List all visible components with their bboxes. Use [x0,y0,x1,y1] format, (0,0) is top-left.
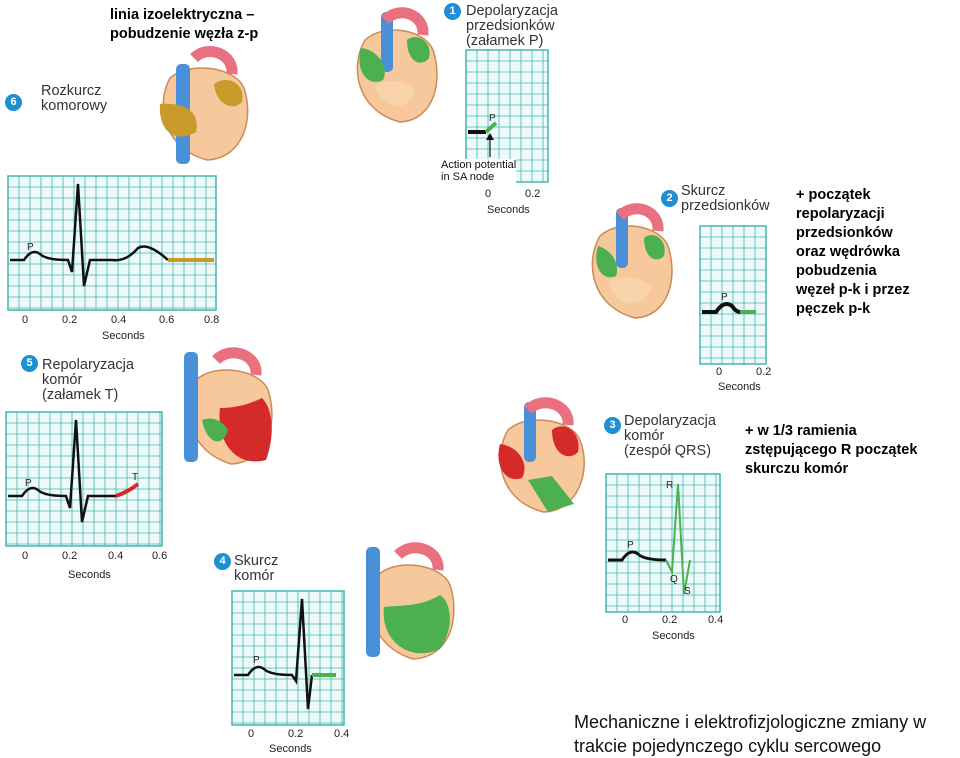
wave-p-label: P [25,478,32,489]
tick: 0 [485,188,492,200]
tick: 0.2 [662,614,678,626]
tick: 0.4 [334,728,350,740]
stage-1-annotation: Action potential in SA node [441,159,517,183]
wave-p-label: P [253,655,260,666]
tick: 0.2 [62,550,78,562]
tick: 0.2 [62,314,78,326]
heart-stage-6-illustration [152,48,258,166]
axis-label: Seconds [68,569,111,581]
stage-4-title: Skurcz komór [234,553,279,584]
wave-p-label: P [721,292,728,303]
tick: 0.8 [204,314,220,326]
tick: 0 [716,366,723,378]
wave-p-label: P [27,242,34,253]
tick: 0.2 [525,188,541,200]
tick: 0 [622,614,629,626]
heart-stage-4-illustration [358,545,462,669]
axis-label: Seconds [269,743,312,755]
figure-caption: Mechaniczne i elektrofizjologiczne zmiany w trakcie pojedynczego cyklu sercowego [574,712,927,756]
axis-label: Seconds [102,330,145,342]
stage-6-ecg [8,176,216,310]
note-bundle-branch: + w 1/3 ramienia zstępującego R początek skurczu komór [745,423,918,477]
wave-r-label: R [666,480,674,491]
tick: 0.2 [288,728,304,740]
stage-6-badge: 6 [5,94,22,111]
note-atrial-repolarization: + początek repolaryzacji przedsionków oraz wędrówka pobudzenia węzeł p-k i przez pęczek p-k [796,187,910,317]
heart-stage-2-illustration [580,206,680,326]
tick: 0.4 [108,550,124,562]
wave-p-label: P [489,113,496,124]
tick: 0 [22,550,29,562]
wave-q-label: Q [670,574,678,585]
stage-6-title: Rozkurcz komorowy [41,83,108,114]
tick: 0.4 [111,314,127,326]
tick: 0.6 [152,550,168,562]
heart-stage-1-illustration [345,10,445,130]
stage-5-ecg [6,412,162,546]
stage-5-title: Repolaryzacja komór (załamek T) [42,357,134,403]
note-isoelectric: linia izoelektryczna – pobudzenie węzła z-p [110,7,259,42]
axis-label: Seconds [652,630,695,642]
wave-t-label: T [132,472,139,483]
stage-3-ecg [606,474,720,612]
stage-2-title: Skurcz przedsionków [681,183,770,214]
stage-1-title: Depolaryzacja przedsionków (załamek P) [466,3,558,49]
stage-1-badge: 1 [444,3,461,20]
heart-stage-3-illustration [488,400,598,524]
stage-5-badge: 5 [21,355,38,372]
axis-label: Seconds [718,381,761,393]
stage-4-ecg [232,591,344,725]
axis-label: Seconds [487,204,530,216]
stage-3-title: Depolaryzacja komór (zespół QRS) [624,413,716,459]
stage-2-badge: 2 [661,190,678,207]
tick: 0 [248,728,255,740]
tick: 0 [22,314,29,326]
wave-p-label: P [627,540,634,551]
stage-2-ecg [700,226,766,364]
wave-s-label: S [684,586,691,597]
tick: 0.2 [756,366,772,378]
stage-4-badge: 4 [214,553,231,570]
heart-stage-5-illustration [176,350,280,474]
stage-3-badge: 3 [604,417,621,434]
tick: 0.6 [159,314,175,326]
tick: 0.4 [708,614,724,626]
stage-1-arrow [485,133,495,159]
